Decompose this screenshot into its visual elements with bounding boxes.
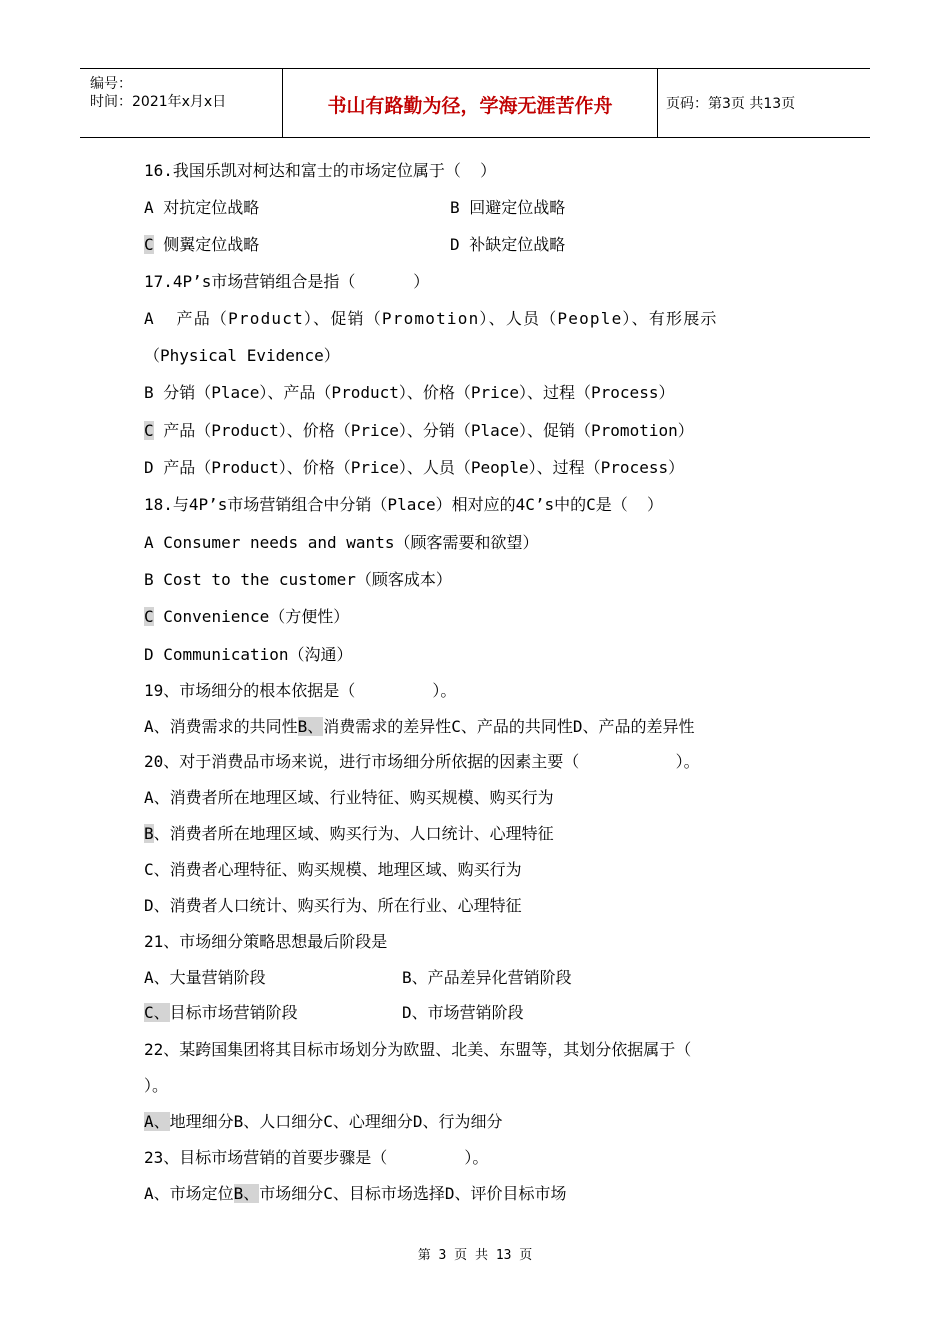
question-20: 20、对于消费品市场来说，进行市场细分所依据的因素主要（ ）。 — [144, 752, 700, 771]
option-20d: D、消费者人口统计、购买行为、所在行业、心理特征 — [144, 896, 522, 915]
options-23: A、市场定位B、市场细分C、目标市场选择D、评价目标市场 — [144, 1184, 567, 1203]
answer-highlight: B — [144, 824, 154, 843]
question-19: 19、市场细分的根本依据是（ ）。 — [144, 681, 457, 700]
option-17c: C 产品（Product）、价格（Price）、分销（Place）、促销（Promotion） — [144, 421, 694, 440]
answer-highlight: B、 — [297, 717, 324, 736]
header-meta — [80, 69, 282, 137]
answer-highlight: C、 — [144, 1003, 170, 1022]
header-page-info: 页码：第3页 共13页 — [666, 96, 796, 112]
question-17: 17.4P’s市场营销组合是指（ ） — [144, 272, 430, 291]
document-number-label: 编号： — [90, 76, 132, 92]
option-16b: B 回避定位战略 — [450, 198, 566, 217]
answer-highlight: C — [144, 421, 154, 440]
option-20c: C、消费者心理特征、购买规模、地理区域、购买行为 — [144, 860, 522, 879]
answer-highlight: A、 — [144, 1112, 170, 1131]
page-footer: 第 3 页 共 13 页 — [417, 1248, 533, 1263]
header-motto-cell — [282, 69, 658, 137]
option-16c: C 侧翼定位战略 — [144, 235, 260, 254]
question-22-cont: ）。 — [144, 1076, 169, 1095]
header-page-cell — [656, 69, 870, 137]
options-19: A、消费需求的共同性B、消费需求的差异性C、产品的共同性D、产品的差异性 — [144, 717, 695, 736]
option-18a: A Consumer needs and wants（顾客需要和欲望） — [144, 533, 539, 552]
question-18: 18.与4P’s市场营销组合中分销（Place）相对应的4C’s中的C是（ ） — [144, 495, 664, 514]
option-21d: D、市场营销阶段 — [402, 1003, 524, 1022]
answer-highlight: B、 — [233, 1184, 260, 1203]
option-16a: A 对抗定位战略 — [144, 198, 260, 217]
header-motto: 书山有路勤为径，学海无涯苦作舟 — [327, 95, 613, 117]
question-23: 23、目标市场营销的首要步骤是（ ）。 — [144, 1148, 489, 1167]
options-22: A、地理细分B、人口细分C、心理细分D、行为细分 — [144, 1112, 503, 1131]
option-20a: A、消费者所在地理区域、行业特征、购买规模、购买行为 — [144, 788, 554, 807]
option-17a-cont: （Physical Evidence） — [144, 346, 340, 365]
option-18b: B Cost to the customer（顾客成本） — [144, 570, 452, 589]
option-18d: D Communication（沟通） — [144, 645, 353, 664]
option-20b: B、消费者所在地理区域、购买行为、人口统计、心理特征 — [144, 824, 554, 843]
option-18c: C Convenience（方便性） — [144, 607, 350, 626]
option-17d: D 产品（Product）、价格（Price）、人员（People）、过程（Process） — [144, 458, 685, 477]
option-21b: B、产品差异化营销阶段 — [402, 968, 572, 987]
header-table — [80, 68, 870, 138]
answer-highlight: C — [144, 607, 154, 626]
question-21: 21、市场细分策略思想最后阶段是 — [144, 932, 388, 951]
question-16: 16.我国乐凯对柯达和富士的市场定位属于（ ） — [144, 161, 497, 180]
option-21c: C、目标市场营销阶段 — [144, 1003, 298, 1022]
answer-highlight: C — [144, 235, 154, 254]
option-16d: D 补缺定位战略 — [450, 235, 566, 254]
option-17a: A 产品（Product）、促销（Promotion）、人员（People）、有形展示 — [144, 309, 718, 328]
question-22: 22、某跨国集团将其目标市场划分为欧盟、北美、东盟等，其划分依据属于（ — [144, 1040, 692, 1059]
option-17b: B 分销（Place）、产品（Product）、价格（Price）、过程（Process） — [144, 383, 675, 402]
document-time-label: 时间：2021年x月x日 — [90, 94, 227, 110]
option-21a: A、大量营销阶段 — [144, 968, 266, 987]
